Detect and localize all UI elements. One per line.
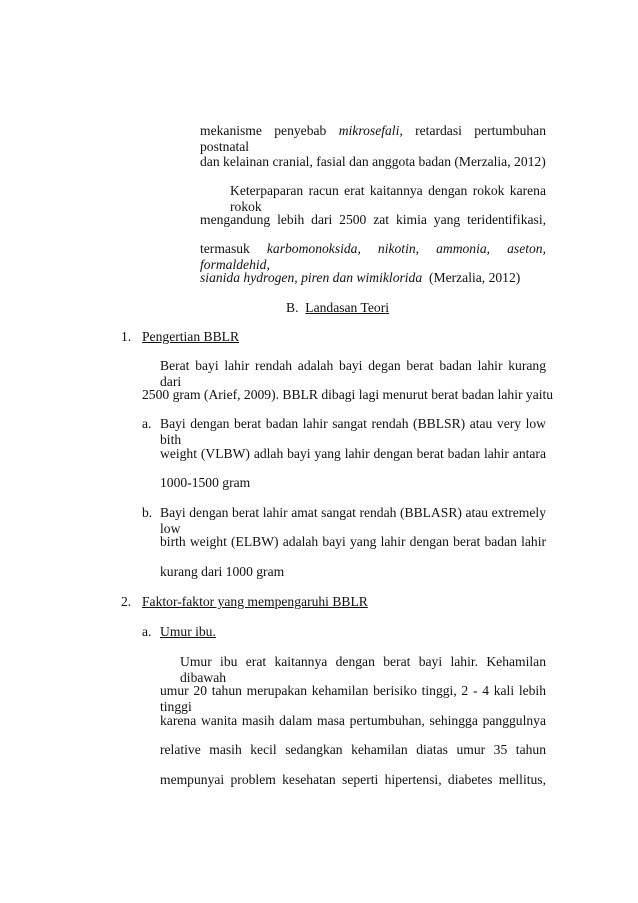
paragraph-line: 1000-1500 gram <box>160 475 251 490</box>
paragraph-line: kurang dari 1000 gram <box>160 564 285 579</box>
sublist-title: Umur ibu. <box>160 624 216 639</box>
paragraph-line: umur 20 tahun merupakan kehamilan berisiko tinggi, 2 - 4 kali lebih tinggi <box>160 683 546 714</box>
list-item-number: 1. <box>121 329 132 344</box>
section-heading <box>286 300 389 316</box>
text-span: retardasi pertumbuhan postnatal <box>200 123 546 154</box>
sublist-letter: a. <box>142 624 152 639</box>
citation: (Merzalia, 2012) <box>422 270 521 285</box>
paragraph-line: relative masih kecil sedangkan kehamilan diatas umur 35 tahun <box>160 742 546 757</box>
paragraph-line: dan kelainan cranial, fasial dan anggota badan (Merzalia, 2012) <box>200 154 546 169</box>
paragraph-line: mengandung lebih dari 2500 zat kimia yang teridentifikasi, <box>200 212 546 227</box>
paragraph-line: birth weight (ELBW) adalah bayi yang lahir dengan berat badan lahir <box>160 534 546 549</box>
section-letter: B. <box>286 300 299 315</box>
paragraph-line: Bayi dengan berat lahir amat sangat rendah (BBLASR) atau extremely low <box>160 505 546 536</box>
italic-term: karbomonoksida, nikotin, ammonia, aseton, formaldehid, <box>200 241 546 272</box>
paragraph-line: Umur ibu erat kaitannya dengan berat bayi lahir. Kehamilan dibawah <box>180 654 546 685</box>
paragraph-line: Bayi dengan berat badan lahir sangat rendah (BBLSR) atau very low bith <box>160 416 546 447</box>
text-span: termasuk <box>200 241 267 256</box>
sublist-letter: b. <box>142 505 153 520</box>
section-title: Landasan Teori <box>305 300 389 315</box>
paragraph-line <box>200 123 546 154</box>
paragraph-line: 2500 gram (Arief, 2009). BBLR dibagi lagi menurut berat badan lahir yaitu <box>142 387 554 402</box>
paragraph-line: weight (VLBW) adlah bayi yang lahir dengan berat badan lahir antara <box>160 446 546 461</box>
list-item-title: Faktor-faktor yang mempengaruhi BBLR <box>142 594 368 609</box>
paragraph-line: Berat bayi lahir rendah adalah bayi degan berat badan lahir kurang dari <box>160 358 546 389</box>
paragraph-line: mempunyai problem kesehatan seperti hipertensi, diabetes mellitus, <box>160 772 546 787</box>
paragraph-line: karena wanita masih dalam masa pertumbuhan, sehingga panggulnya <box>160 713 546 728</box>
paragraph-line <box>200 241 546 272</box>
text-span: mekanisme penyebab <box>200 123 339 138</box>
paragraph-line <box>200 270 520 286</box>
sublist-letter: a. <box>142 416 152 431</box>
list-item-number: 2. <box>121 594 132 609</box>
italic-term: sianida hydrogen, piren dan wimiklorida <box>200 270 423 285</box>
italic-term: mikrosefali, <box>338 123 403 138</box>
list-item-title: Pengertian BBLR <box>142 329 240 344</box>
paragraph-line: Keterpaparan racun erat kaitannya dengan rokok karena rokok <box>230 183 546 214</box>
